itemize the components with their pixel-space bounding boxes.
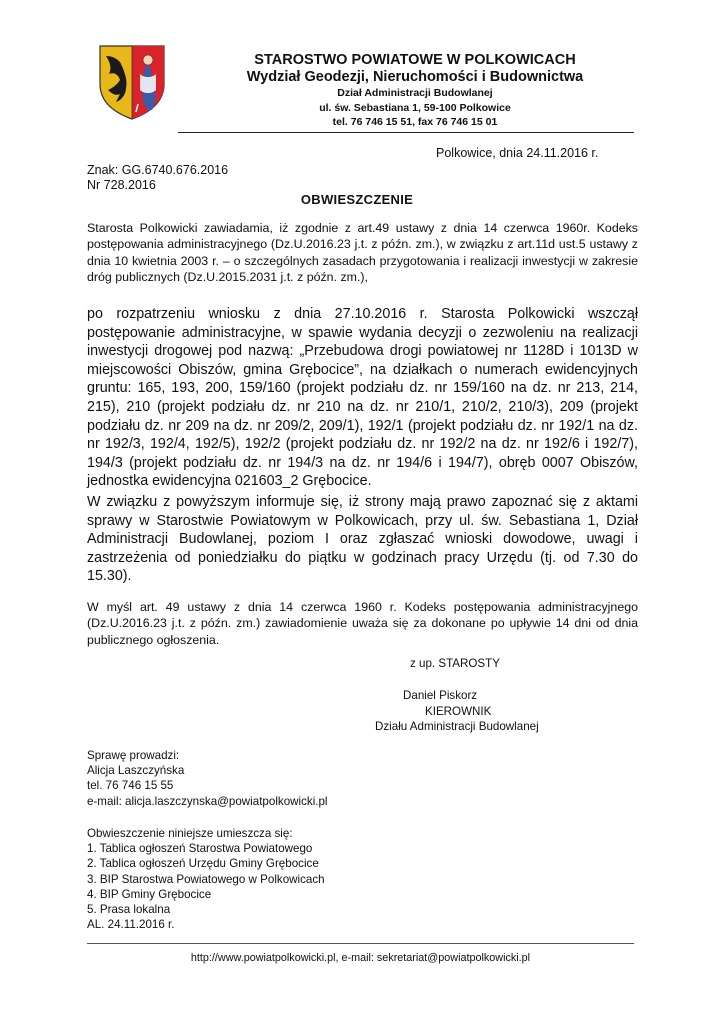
list-item: 1. Tablica ogłoszeń Starostwa Powiatowego [87, 842, 313, 856]
coat-of-arms-icon [98, 44, 166, 120]
department-name: Wydział Geodezji, Nieruchomości i Budownictwa [246, 69, 584, 85]
distribution-closing: AL. 24.11.2016 r. [87, 918, 175, 932]
office-name: STAROSTWO POWIATOWE W POLKOWICACH [254, 52, 576, 68]
signature-authority: z up. STAROSTY [410, 657, 500, 670]
list-item: 2. Tablica ogłoszeń Urzędu Gminy Grębocice [87, 857, 319, 871]
case-handler-block [87, 748, 328, 809]
office-phone: tel. 76 746 15 51, fax 76 746 15 01 [332, 116, 498, 128]
body-paragraph-proceedings: po rozpatrzeniu wniosku z dnia 27.10.2016 r. Starosta Polkowicki wszczął postępowanie administracyjne, w spawie wydania decyzji o zezwoleniu na realizacji inwestycji drogowej pod nazwą: „Przebudowa drogi powiatowej nr 1128D i 1013D w miejscowości Obiszów, gmina Grębocice”, na działkach o numerach ewidencyjnych gruntu: 165, 193, 200, 159/160 (projekt podziału dz. nr 159/160 na dz. nr 213, 214, 215), 210 (projekt podziału dz. nr 210 na dz. nr 210/1, 210/2, 210/3), 209 (projekt podziału dz. nr 209 na dz. nr 209/2, 209/1), 192/1 (projekt podziału dz. nr 192/1 na dz. nr 192/3, 192/4, 192/5), 192/2 (projekt podziału dz. nr 192/2 na dz. nr 192/6 i 192/7), 194/3 (projekt podziału dz. nr 194/3 na dz. nr 194/6 i 194/7), obręb 0007 Obiszów, jednostka ewidencyjna 021603_2 Grębocice. [87, 306, 638, 490]
case-handler-phone: tel. 76 746 15 55 [87, 779, 174, 793]
division-name: Dział Administracji Budowlanej [337, 87, 493, 99]
body-paragraph-rights: W związku z powyższym informuje się, iż strony mają prawo zapoznać się z aktami sprawy w Starostwie Powiatowym w Polkowicach, przy ul. św. Sebastiana 1, Dział Administracji Budowlanej, poziom I oraz zgłaszać wnioski dowodowe, uwagi i zastrzeżenia od poniedziałku do piątku w godzinach pracy Urzędu (tj. od 7.30 do 15.30). [87, 494, 638, 585]
reference-number: Nr 728.2016 [87, 178, 156, 192]
signatory-division: Działu Administracji Budowlanej [375, 720, 539, 733]
case-handler-name: Alicja Laszczyńska [87, 764, 185, 778]
distribution-block [87, 826, 325, 932]
list-item: 3. BIP Starostwa Powiatowego w Polkowicach [87, 872, 325, 886]
reference-sign: Znak: GG.6740.676.2016 [87, 163, 229, 177]
list-item: 5. Prasa lokalna [87, 902, 171, 916]
document-date: Polkowice, dnia 24.11.2016 r. [436, 146, 599, 160]
signatory-role: KIEROWNIK [425, 705, 492, 718]
list-item: 4. BIP Gminy Grębocice [87, 887, 212, 901]
body-paragraph-notice: W myśl art. 49 ustawy z dnia 14 czerwca 1960 r. Kodeks postępowania administracyjnego (Dz.U.2016.23 j.t. z późn. zm.) zawiadomienie uważa się za dokonane po upływie 14 dni od dnia publicznego ogłoszenia. [87, 600, 638, 647]
header-divider [178, 132, 634, 133]
document-title: OBWIESZCZENIE [300, 192, 414, 207]
distribution-heading: Obwieszczenie niniejsze umieszcza się: [87, 827, 293, 840]
body-paragraph-intro: Starosta Polkowicki zawiadamia, iż zgodnie z art.49 ustawy z dnia 14 czerwca 1960r. Kodeks postępowania administracyjnego (Dz.U.2016.23 j.t. z późn. zm.), w związku z art.11d ust.5 ustawy z dnia 10 kwietnia 2003 r. – o szczególnych zasadach przygotowania i realizacji inwestycji w zakresie dróg publicznych (Dz.U.2015.2031 j.t. z późn. zm.), [87, 221, 638, 285]
case-handler-heading: Sprawę prowadzi: [87, 749, 180, 762]
case-handler-email: e-mail: alicja.laszczynska@powiatpolkowicki.pl [87, 794, 328, 808]
office-address: ul. św. Sebastiana 1, 59-100 Polkowice [319, 102, 511, 114]
signatory-name: Daniel Piskorz [403, 689, 478, 702]
footer-divider [87, 943, 634, 944]
footer-contact: http://www.powiatpolkowicki.pl, e-mail: sekretariat@powiatpolkowicki.pl [190, 952, 531, 964]
